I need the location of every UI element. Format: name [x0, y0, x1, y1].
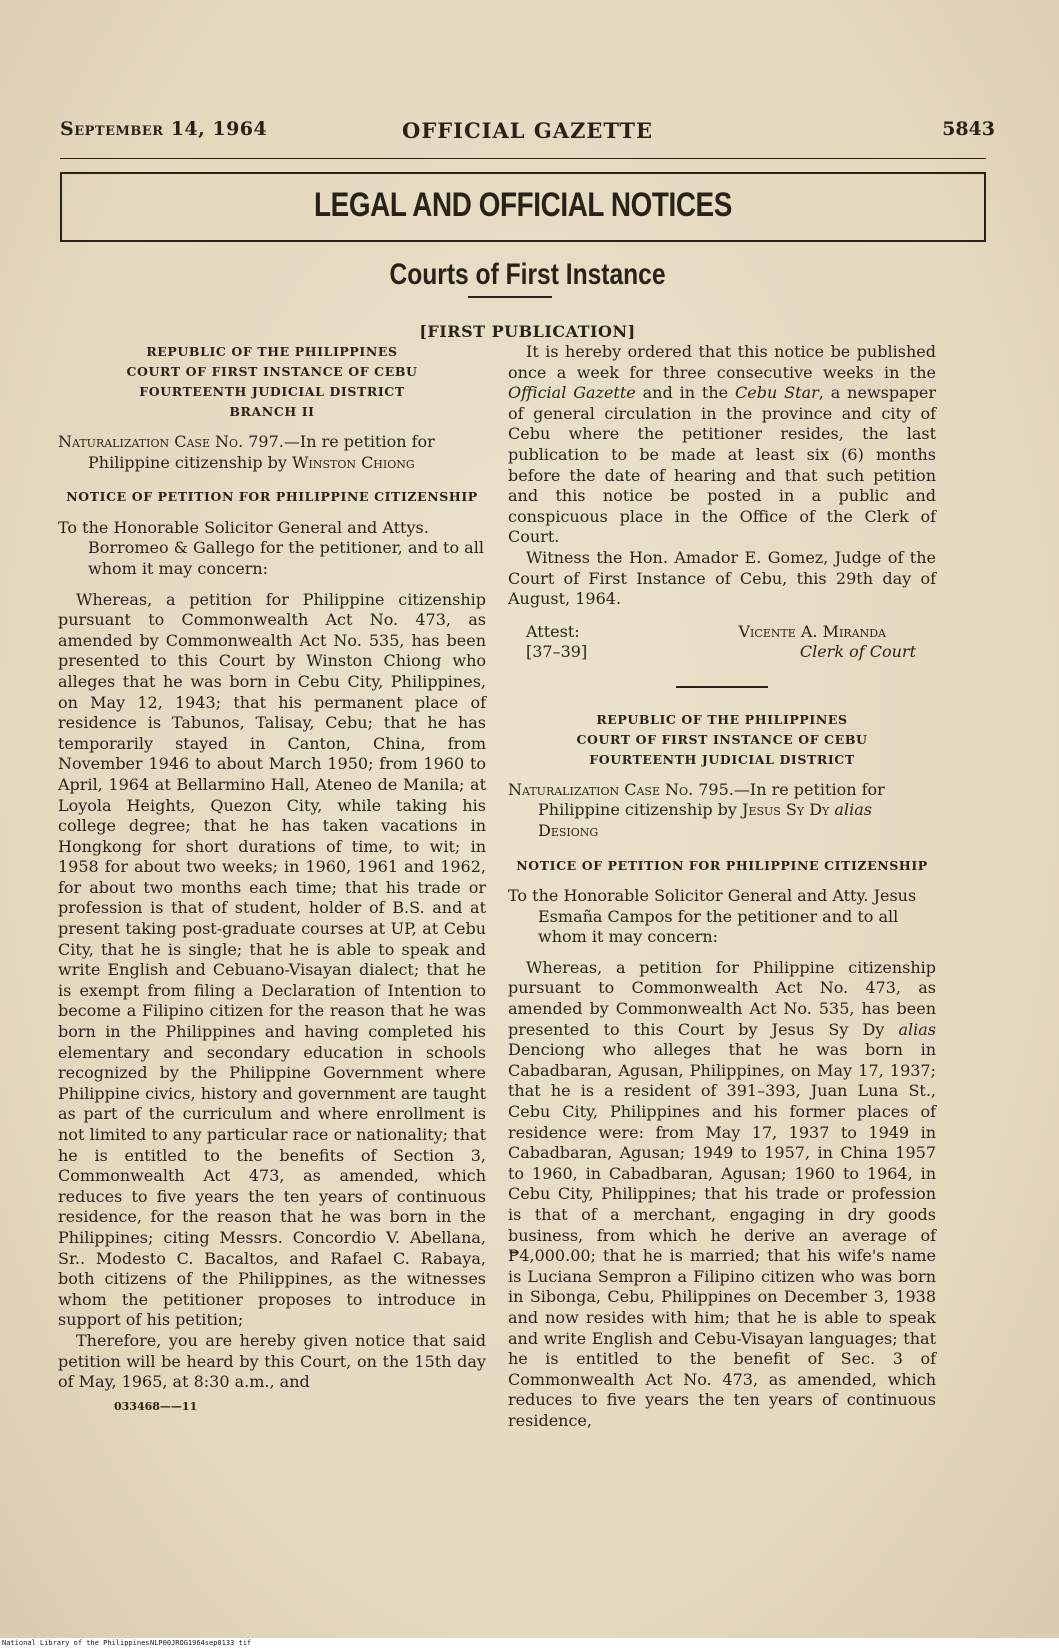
gazette-name: Official Gazette [508, 383, 636, 403]
banner-title: LEGAL AND OFFICIAL NOTICES [314, 186, 732, 224]
clerk-name: Vicente A. Miranda [738, 621, 886, 641]
court-line: COURT OF FIRST INSTANCE OF CEBU [576, 731, 868, 747]
whereas-text: Denciong who alleges that he was born in Cabadbaran, Agusan, Philippines, on May 17, 1937; that he is a resident of 391–393, Juan Luna St., Cebu City, Philippines and his former places of residence were: from May 17, 1937 to 1949 in Cabadbaran, Agusan; 1949 to 1957, in China 1957 to 1960, in Cabadbaran, Agusan; 1960 to 1964, in Cebu City, Philippines; that his trade or profession is that of a merchant, engaging in dry goods business, from which he derive an average of ₱4,000.00; that he is married; that his wife's name is Luciana Sempron a Filipino citizen who was born in Sibonga, Cebu, Philippines on December 3, 1938 and now resides with him; that he is able to speak and write English and Cebu-Visayan languages; that he is entitled to the benefit of Sec. 3 of Commonwealth Act No. 473, as amended, which reduces to five years the ten years of continuous residence, [508, 1040, 936, 1430]
publication-label: [FIRST PUBLICATION] [419, 322, 636, 341]
whereas-paragraph: Whereas, a petition for Philippine citizenship pursuant to Commonwealth Act No. 473, as amended by Commonwealth Act No. 535, has been presented to this Court by Winston Chiong who alleges that he was born in Cebu City, Philippines, on May 12, 1943; that his permanent place of residence is Tabunos, Talisay, Cebu; that he has temporarily stayed in Canton, China, from November 1946 to about March 1950; from 1960 to April, 1964 at Bellarmino Hall, Ateneo de Manila; at Loyola Heights, Quezon City, while taking his college degree; that he has taken vacations in Hongkong for short durations of time, to wit; in 1958 for about two weeks; in 1960, 1961 and 1962, for about two months each time; that his trade or profession is that of student, holder of B.S. and at present taking post-graduate courses at UP, at Cebu City, that he is single; that he is able to speak and write English and Cebuano-Visayan dialect; that he is exempt from filing a Declaration of Intention to become a Filipino citizen for the reason that he was born in the Philippines and having completed his elementary and secondary education in schools recognized by the Philippine Government where Philippine civics, history and government are taught as part of the curriculum and where enrollment is not limited to any particular race or nationality; that he is entitled to the benefits of Section 3, Commonwealth Act 473, as amended, which reduces to five years the ten years of continuous residence, for the reason that he was born in the Philippines; citing Messrs. Concordio V. Abellana, Sr.. Modesto C. Bacaltos, and Rafael C. Rabaya, both citizens of the Philippines, as the witnesses whom the petitioner proposes to introduce in support of his petition; [58, 589, 486, 1330]
case-caption [58, 432, 486, 473]
case-label: Naturalization Case No. 797. [58, 432, 284, 451]
attest-label: Attest: [526, 621, 580, 641]
case-text: —In re petition for Philippine citizenship by [538, 779, 885, 820]
court-line: REPUBLIC OF THE PHILIPPINES [596, 711, 848, 727]
library-credit: National Library of the Philippines [2, 1639, 150, 1647]
court-line: FOURTEENTH JUDICIAL DISTRICT [139, 384, 405, 399]
case-caption [508, 780, 936, 842]
scan-file-id: NLP00JROG1964sep0133 tif [150, 1639, 252, 1647]
court-line: REPUBLIC OF THE PHILIPPINES [146, 344, 398, 359]
section-title: Courts of First Instance [389, 258, 666, 291]
right-column [508, 342, 936, 1432]
alias-name: Desiong [538, 820, 599, 840]
court-line: COURT OF FIRST INSTANCE OF CEBU [126, 364, 418, 379]
scan-footer [0, 1638, 1059, 1650]
left-column [58, 342, 486, 1417]
court-heading [508, 710, 936, 770]
issue-reference: [37–39] [526, 641, 588, 661]
case-text: —In re petition for Philippine citizenship by [88, 432, 435, 472]
clerk-title: Clerk of Court [799, 641, 916, 661]
petitioner-name: Jesus Sy Dy [742, 800, 830, 820]
notice-address: To the Honorable Solicitor General and Atty. Jesus Esmaña Campos for the petitioner and to all whom it may concern: [508, 886, 917, 947]
order-text: , a newspaper of general circulation in the province and city of Cebu where the petitioner resides, the last publication to be made at least six (6) months before the date of hearing and that such petition and this notice be posted in a public and conspicuous place in the Office of the Clerk of Court. [508, 383, 936, 547]
order-text: and in the [642, 383, 729, 403]
newspaper-name: Cebu Star [735, 383, 819, 403]
publication-title: OFFICIAL GAZETTE [402, 118, 653, 143]
page-number: 5843 [942, 118, 995, 140]
notice-title: NOTICE OF PETITION FOR PHILIPPINE CITIZENSHIP [516, 857, 928, 873]
order-text: It is hereby ordered that this notice be published once a week for three consecutive weeks in the [508, 342, 936, 382]
alias-word: alias [898, 1019, 936, 1039]
whereas-paragraph [508, 958, 936, 1432]
court-line: BRANCH II [229, 404, 315, 419]
order-paragraph [508, 342, 936, 548]
therefore-paragraph: Therefore, you are hereby given notice that said petition will be heard by this Court, on the 15th day of May, 1965, at 8:30 a.m., and [58, 1330, 486, 1392]
petitioner-name: Winston Chiong [292, 452, 415, 472]
witness-paragraph: Witness the Hon. Amador E. Gomez, Judge of the Court of First Instance of Cebu, this 29th day of August, 1964. [508, 547, 936, 609]
print-code: 033468——11 [114, 1399, 198, 1413]
section-rule [468, 296, 552, 298]
whereas-text: Whereas, a petition for Philippine citizenship pursuant to Commonwealth Act No. 473, as amended by Commonwealth Act No. 535, has been presented to this Court by Jesus Sy Dy [508, 957, 936, 1039]
notice-title: NOTICE OF PETITION FOR PHILIPPINE CITIZENSHIP [66, 489, 478, 505]
notices-banner [60, 172, 986, 242]
attestation [508, 622, 936, 666]
alias-word: alias [834, 800, 872, 820]
court-line: FOURTEENTH JUDICIAL DISTRICT [589, 751, 855, 767]
notice-separator [676, 686, 768, 688]
issue-date: September 14, 1964 [60, 118, 268, 140]
running-head [60, 118, 995, 148]
court-heading [58, 342, 486, 422]
header-rule [60, 158, 986, 159]
case-label: Naturalization Case No. 795. [508, 779, 734, 799]
notice-address: To the Honorable Solicitor General and Attys. Borromeo & Gallego for the petitioner, and to all whom it may concern: [58, 517, 484, 578]
